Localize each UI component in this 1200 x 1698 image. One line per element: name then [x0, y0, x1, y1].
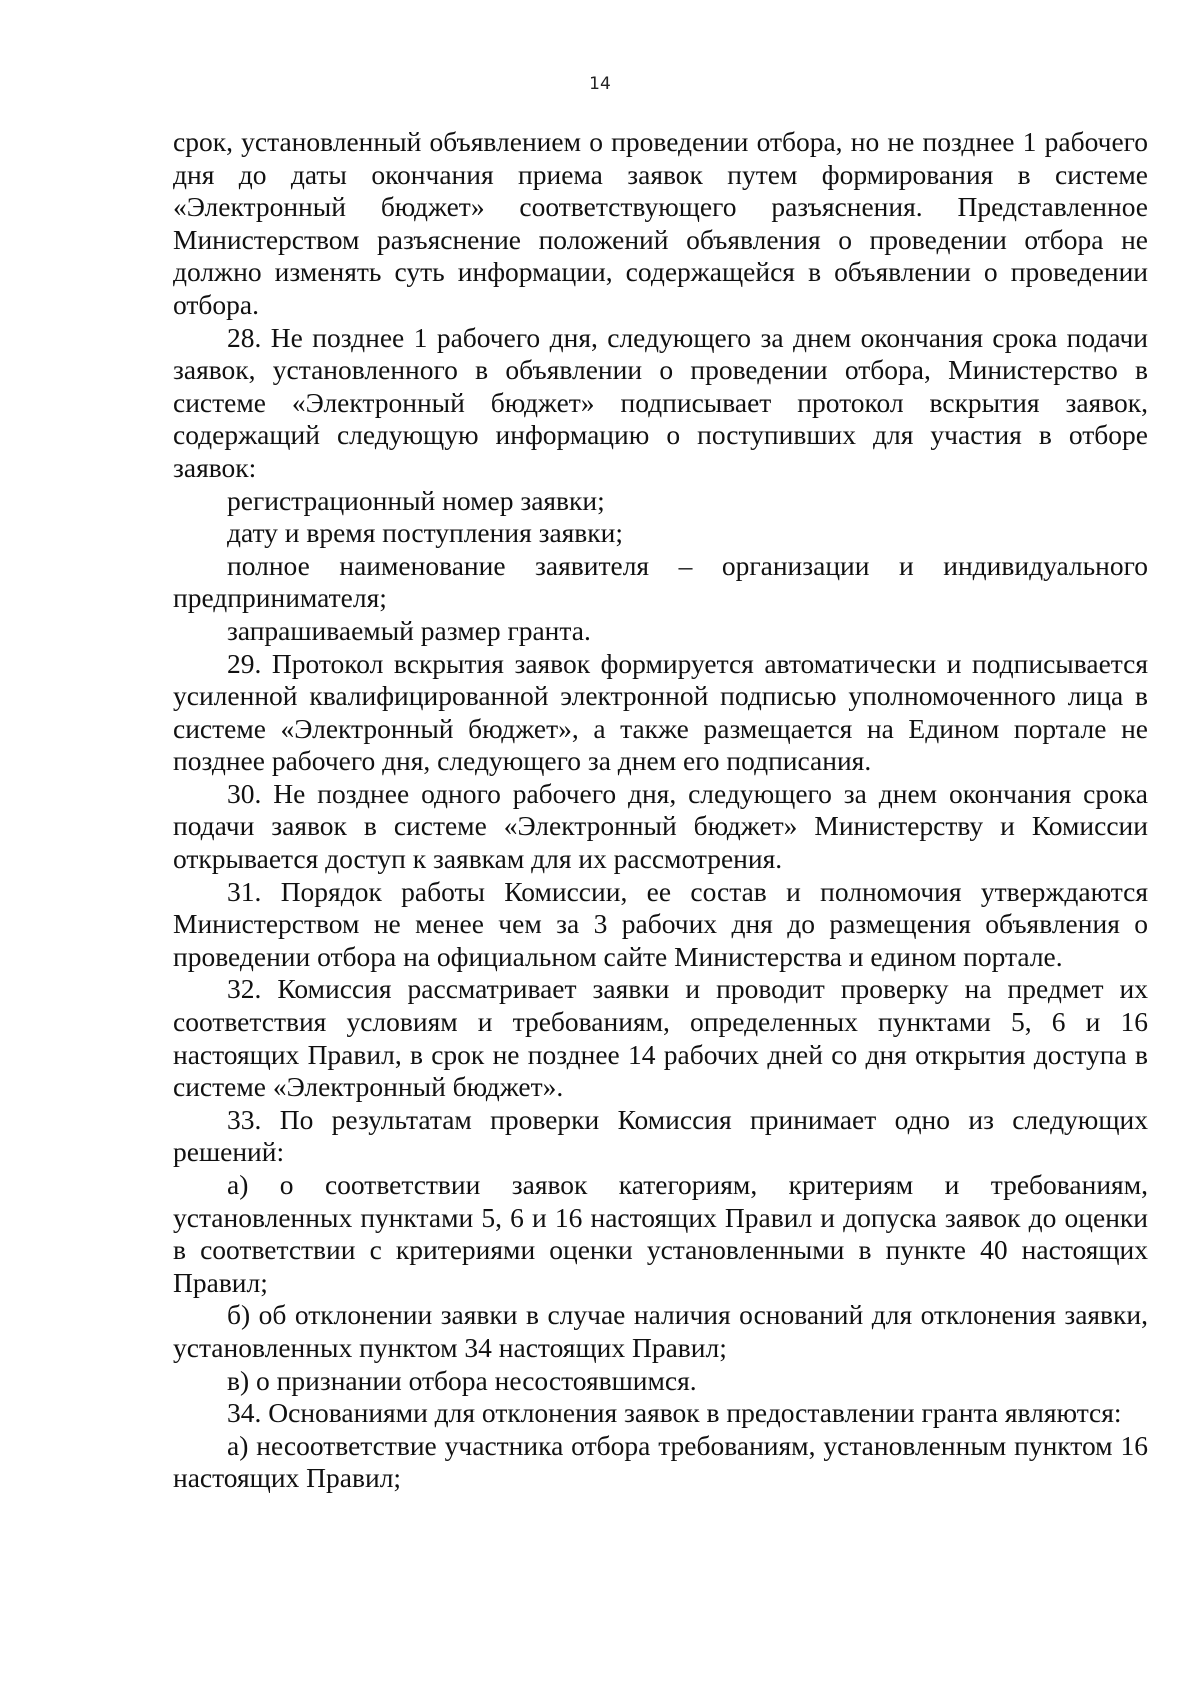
list-item-34a: а) несоответствие участника отбора требованиям, установленным пунктом 16 настоящих Правил; — [173, 1429, 1148, 1494]
list-item-33b: б) об отклонении заявки в случае наличия оснований для отклонения заявки, установленных пунктом 34 настоящих Правил; — [173, 1299, 1148, 1363]
paragraph-32: 32. Комиссия рассматривает заявки и проводит проверку на предмет их соответствия условиям и требованиям, определенных пунктами 5, 6 и 16 настоящих Правил, в срок не позднее 14 рабочих дней со дня открытия доступа в системе «Электронный бюджет». — [173, 973, 1148, 1103]
page-number: 14 — [589, 74, 611, 94]
paragraph-28: 28. Не позднее 1 рабочего дня, следующего за днем окончания срока подачи заявок, установленного в объявлении о проведении отбора, Министерство в системе «Электронный бюджет» подписывает протокол вскрытия заявок, содержащий следующую информацию о поступивших для участия в отборе заявок: — [173, 321, 1148, 483]
paragraph-30: 30. Не позднее одного рабочего дня, следующего за днем окончания срока подачи заявок в системе «Электронный бюджет» Министерству и Комиссии открывается доступ к заявкам для их рассмотрения. — [173, 777, 1148, 875]
document-body — [173, 126, 1148, 1495]
list-item-33c: в) о признании отбора несостоявшимся. — [227, 1364, 697, 1396]
paragraph-33: 33. По результатам проверки Комиссия принимает одно из следующих решений: — [173, 1103, 1148, 1168]
paragraph-34: 34. Основаниями для отклонения заявок в предоставлении гранта являются: — [227, 1397, 1122, 1429]
paragraph-continuation: срок, установленный объявлением о проведении отбора, но не позднее 1 рабочего дня до даты окончания приема заявок путем формирования в системе «Электронный бюджет» соответствующего разъяснения. Представленное Министерством разъяснение положений объявления о проведении отбора не должно изменять суть информации, содержащейся в объявлении о проведении отбора. — [173, 126, 1148, 320]
list-item-date-time: дату и время поступления заявки; — [227, 517, 624, 549]
list-item-33a: а) о соответствии заявок категориям, критериям и требованиям, установленных пунктами 5, 6 и 16 настоящих Правил и допуска заявок до оценки в соответствии с критериями оценки установленными в пункте 40 настоящих Правил; — [173, 1169, 1148, 1298]
list-item-registration-number: регистрационный номер заявки; — [227, 484, 605, 516]
paragraph-31: 31. Порядок работы Комиссии, ее состав и полномочия утверждаются Министерством не менее чем за 3 рабочих дня до размещения объявления о проведении отбора на официальном сайте Министерства и едином портале. — [173, 875, 1148, 972]
paragraph-29: 29. Протокол вскрытия заявок формируется автоматически и подписывается усиленной квалифицированной электронной подписью уполномоченного лица в системе «Электронный бюджет», а также размещается на Едином портале не позднее рабочего дня, следующего за днем его подписания. — [173, 647, 1148, 777]
list-item-applicant-name: полное наименование заявителя – организации и индивидуального предпринимателя; — [173, 549, 1148, 614]
list-item-grant-size: запрашиваемый размер гранта. — [227, 614, 591, 646]
